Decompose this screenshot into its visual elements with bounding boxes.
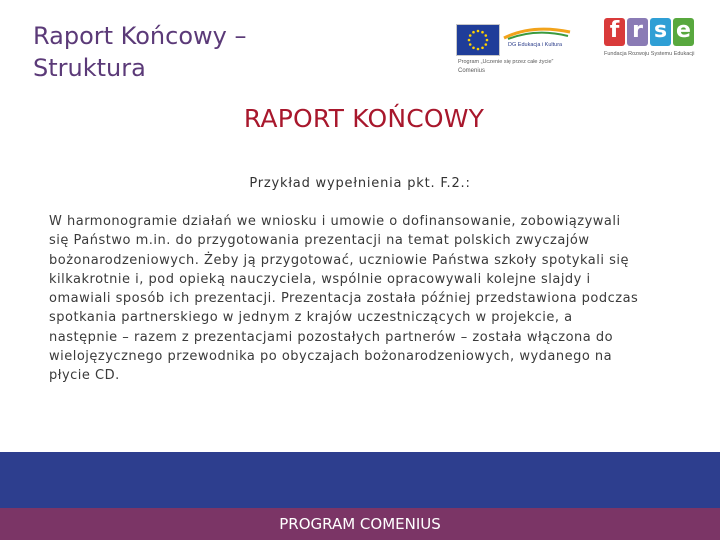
- body-line: bożonarodzeniowych. Żeby ją przygotować, uczniowie Państwa szkoły spotykali się: [49, 252, 629, 268]
- eu-program-line: Program „Uczenie się przez całe życie”: [458, 59, 554, 65]
- body-text: [49, 212, 699, 386]
- body-line: omawiali sposób ich prezentacji. Prezentacja została później przedstawiona podczas: [49, 291, 639, 307]
- llp-swoosh-icon: [502, 26, 572, 40]
- body-line: W harmonogramie działań we wniosku i umowie o dofinansowanie, zobowiązywali: [49, 214, 621, 229]
- body-line: wielojęzycznego przewodnika po obyczajach bożonarodzeniowych, wydanego na: [49, 349, 613, 365]
- frse-letter-s: s: [650, 18, 671, 46]
- body-line: spotkania partnerskiego w jednym z krajów uczestniczących w projekcie, a: [49, 310, 573, 326]
- body-line: płycie CD.: [49, 368, 120, 384]
- slide-title: [33, 20, 333, 84]
- slide-title-line-1: Raport Końcowy –: [33, 22, 247, 50]
- frse-caption: Fundacja Rozwoju Systemu Edukacji: [604, 51, 695, 57]
- footer-band-blue: [0, 452, 720, 508]
- footer-program-label: PROGRAM COMENIUS: [279, 515, 441, 533]
- frse-logo: [604, 18, 700, 62]
- frse-letter-e: e: [673, 18, 694, 46]
- body-line: się Państwo m.in. do przygotowania prezentacji na temat polskich zwyczajów: [49, 233, 590, 249]
- eu-program-logo: [456, 24, 576, 79]
- eu-dg-text: DG Edukacja i Kultura: [508, 42, 563, 48]
- eu-flag-icon: [456, 24, 500, 56]
- frse-letter-f: f: [604, 18, 625, 46]
- body-line: kilkakrotnie i, pod opieką nauczyciela, wspólnie opracowywali kolejne slajdy i: [49, 271, 591, 287]
- body-line: następnie – razem z prezentacjami pozostałych partnerów – została włączona do: [49, 329, 614, 345]
- frse-letters: [604, 18, 694, 46]
- frse-letter-r: r: [627, 18, 648, 46]
- eu-comenius-line: Comenius: [458, 68, 486, 74]
- subheading: Przykład wypełnienia pkt. F.2.:: [249, 176, 471, 191]
- slide-title-line-2: Struktura: [33, 54, 146, 82]
- main-heading: RAPORT KOŃCOWY: [243, 104, 485, 133]
